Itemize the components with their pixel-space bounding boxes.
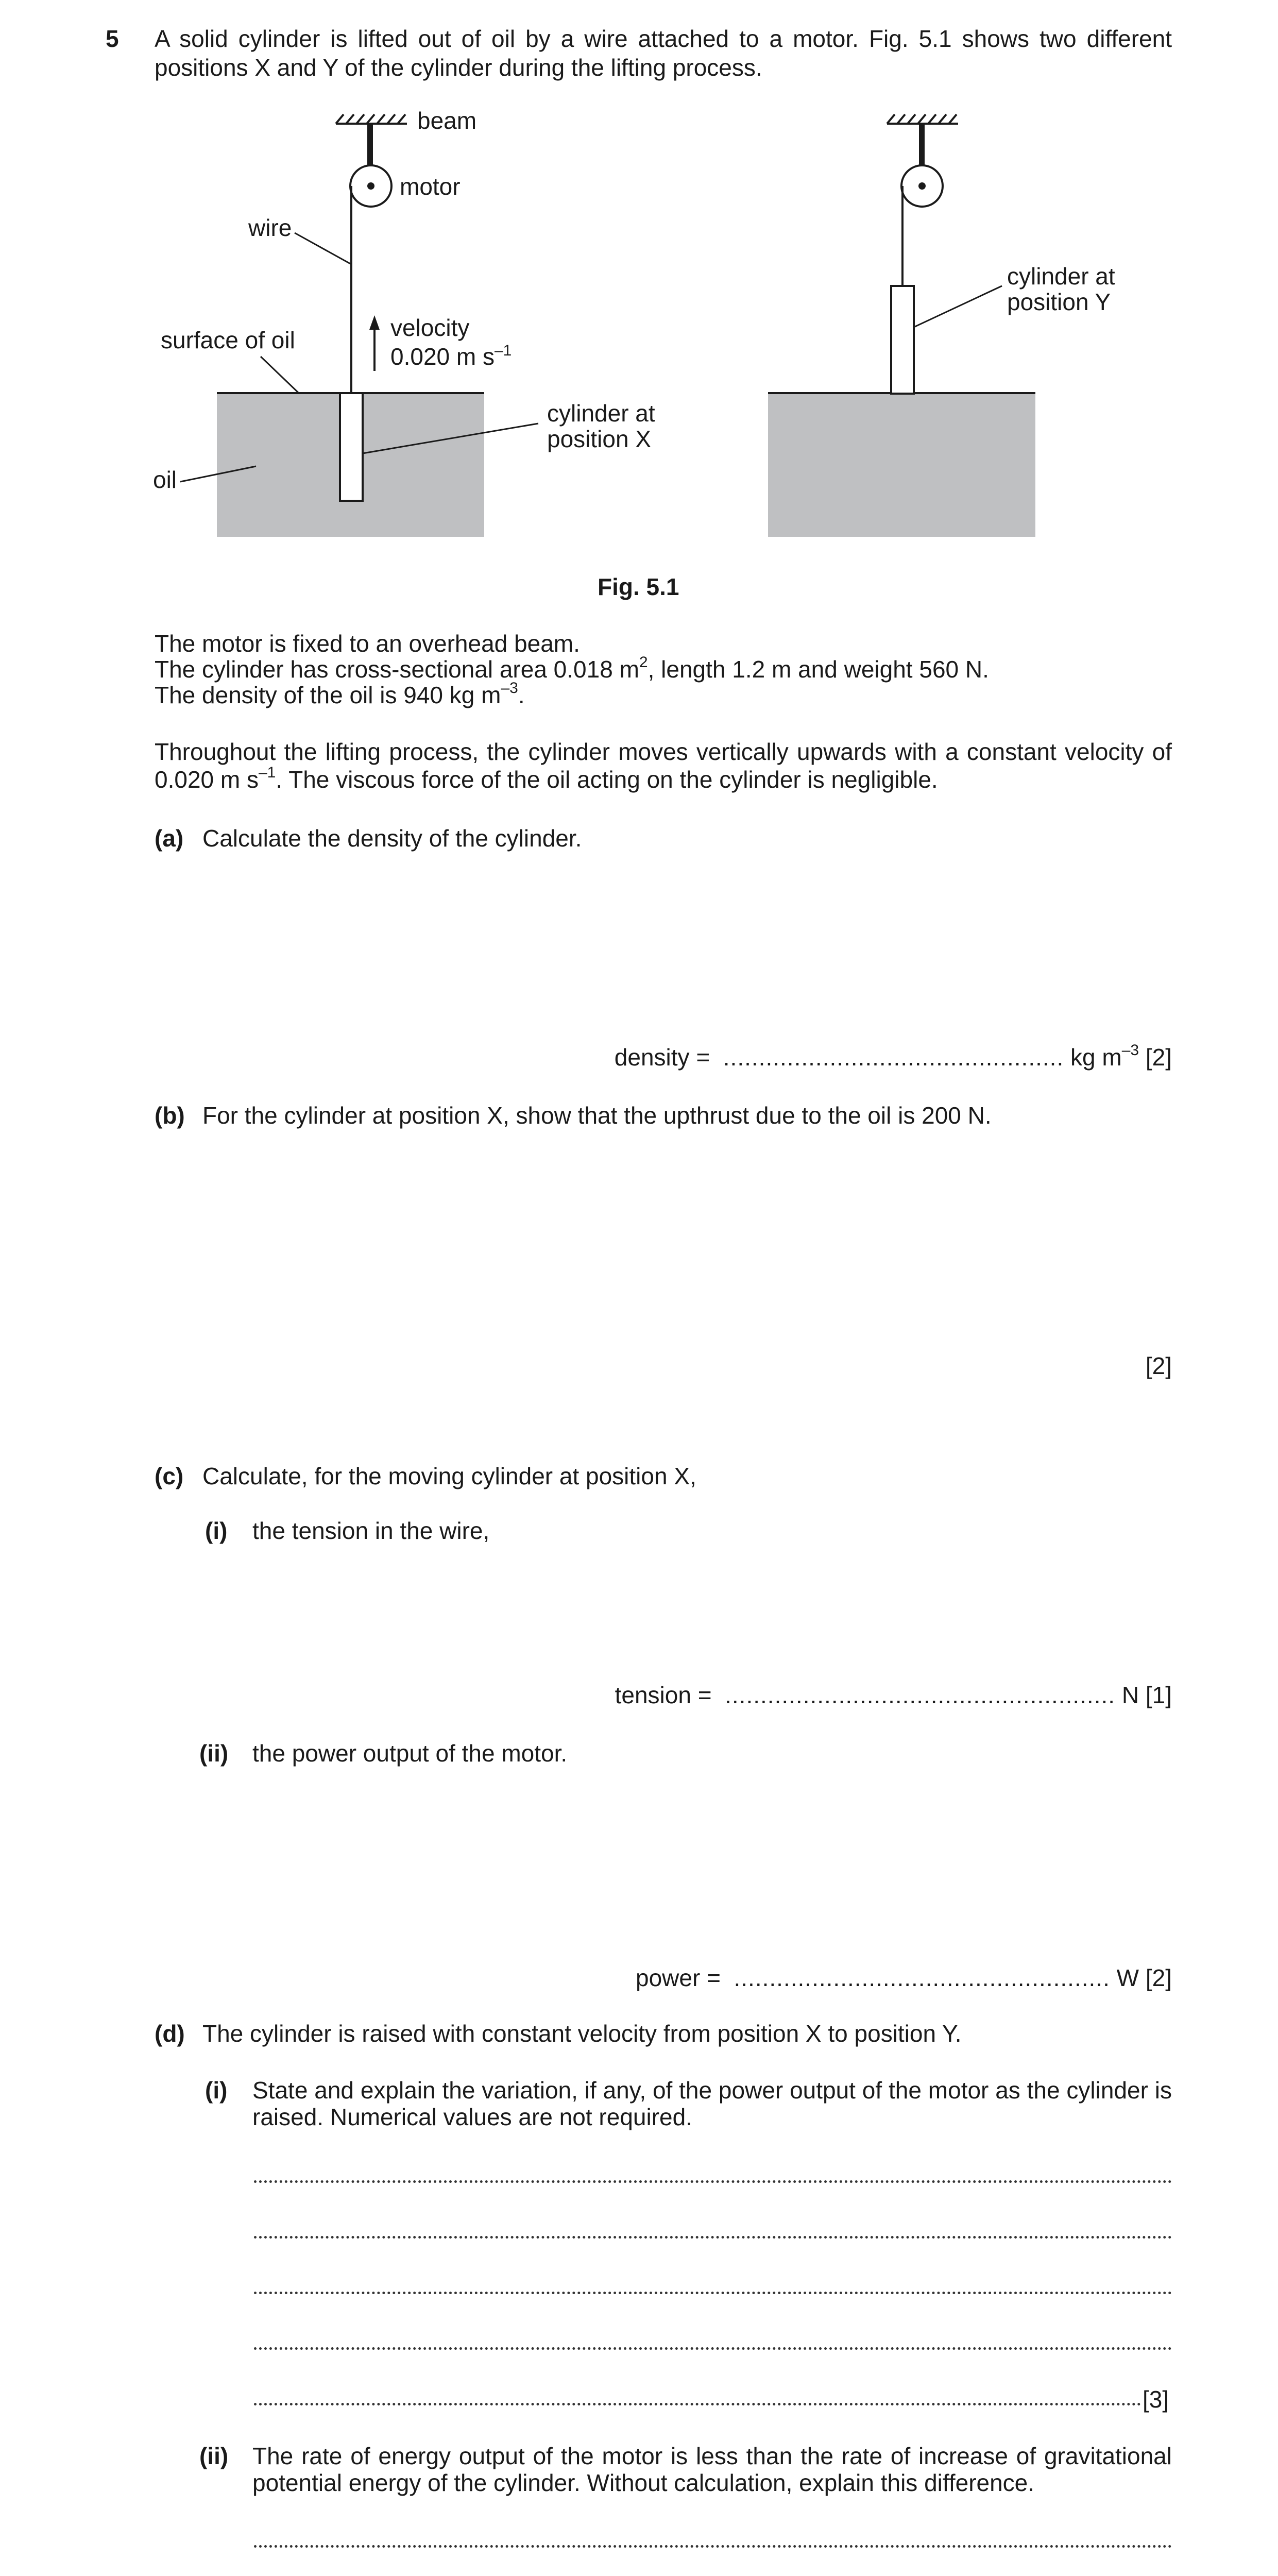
part-c-label: (c) bbox=[155, 1463, 184, 1489]
part-a-answer[interactable]: density = ................................................ kg $m^{-3}$ [2] bbox=[614, 1041, 1172, 1071]
info-line4: Throughout the lifting process, the cylinder moves vertically upwards with a constant velocity of bbox=[155, 738, 1172, 765]
cylinder-position-y bbox=[891, 286, 914, 394]
part-d-i-answer-line-2[interactable] bbox=[254, 2236, 1172, 2239]
question-intro-line1: A solid cylinder is lifted out of oil by a wire attached to a motor. Fig. 5.1 shows two different bbox=[155, 25, 1172, 52]
part-d-i-answer-line-3[interactable] bbox=[254, 2292, 1172, 2294]
part-c-ii-marks: [2] bbox=[1145, 1964, 1172, 1991]
part-d-i-text2: raised. Numerical values are not required. bbox=[252, 2104, 692, 2130]
part-d-label: (d) bbox=[155, 2020, 185, 2047]
info-line5: 0.020 m $s^{-1}$. The viscous force of the oil acting on the cylinder is negligible. bbox=[155, 764, 938, 793]
part-c-i-text: the tension in the wire, bbox=[252, 1517, 490, 1544]
figure-5-1 bbox=[0, 93, 1278, 649]
label-surface-of-oil: surface of oil bbox=[161, 327, 295, 353]
part-c-i-answer[interactable]: tension = ....................................................... N [1] bbox=[615, 1682, 1172, 1708]
label-cylinder-x-line1: cylinder at bbox=[547, 400, 655, 427]
part-d-ii-text1: The rate of energy output of the motor is less than the rate of increase of gravitational bbox=[252, 2443, 1172, 2469]
part-d-i-marks: [3] bbox=[1143, 2386, 1169, 2413]
label-beam: beam bbox=[417, 107, 477, 134]
part-a-marks: [2] bbox=[1145, 1044, 1172, 1071]
part-c-text: Calculate, for the moving cylinder at position X, bbox=[202, 1463, 696, 1489]
info-line2: The cylinder has cross-sectional area 0.018 $m^2$, length 1.2 m and weight 560 N. bbox=[155, 653, 989, 683]
info-line1: The motor is fixed to an overhead beam. bbox=[155, 630, 580, 657]
label-velocity: velocity bbox=[390, 314, 470, 341]
part-b-text: For the cylinder at position X, show that the upthrust due to the oil is 200 N. bbox=[202, 1102, 992, 1129]
part-d-text: The cylinder is raised with constant velocity from position X to position Y. bbox=[202, 2020, 962, 2047]
info-line3: The density of the oil is 940 kg $m^{-3}$. bbox=[155, 679, 525, 708]
part-c-ii-answer[interactable]: power = ..................................................... W [2] bbox=[636, 1964, 1172, 1991]
part-b-label: (b) bbox=[155, 1102, 185, 1129]
part-c-ii-text: the power output of the motor. bbox=[252, 1740, 568, 1767]
part-d-i-answer-line-5[interactable] bbox=[254, 2403, 1141, 2405]
part-a-label: (a) bbox=[155, 825, 184, 852]
label-wire: wire bbox=[248, 214, 292, 241]
part-d-i-label: (i) bbox=[205, 2077, 228, 2104]
part-d-i-answer-line-4[interactable] bbox=[254, 2347, 1172, 2350]
part-c-ii-label: (ii) bbox=[199, 1740, 229, 1767]
oil-tank-right bbox=[768, 393, 1035, 537]
beam-left-icon bbox=[336, 114, 407, 124]
label-velocity-value: 0.020 m $s^{-1}$ bbox=[390, 342, 512, 370]
part-c-i-label: (i) bbox=[205, 1517, 228, 1544]
label-cylinder-y-line1: cylinder at bbox=[1007, 263, 1115, 290]
part-d-ii-answer-line-1[interactable] bbox=[254, 2545, 1172, 2548]
figure-caption: Fig. 5.1 bbox=[598, 573, 679, 600]
label-cylinder-x-line2: position X bbox=[547, 426, 652, 452]
part-c-i-marks: [1] bbox=[1145, 1682, 1172, 1708]
part-d-i-text1: State and explain the variation, if any, of the power output of the motor as the cylinder is bbox=[252, 2077, 1172, 2104]
part-b-marks: [2] bbox=[1145, 1352, 1172, 1379]
part-a-text: Calculate the density of the cylinder. bbox=[202, 825, 582, 852]
label-oil: oil bbox=[153, 466, 177, 493]
motor-mount-left bbox=[367, 124, 373, 166]
part-d-ii-text2: potential energy of the cylinder. Without calculation, explain this difference. bbox=[252, 2469, 1035, 2496]
velocity-arrow-icon bbox=[369, 315, 380, 371]
cylinder-position-x bbox=[340, 393, 363, 501]
question-intro-line2: positions X and Y of the cylinder during the lifting process. bbox=[155, 54, 762, 81]
beam-right-icon bbox=[887, 114, 958, 124]
question-number: 5 bbox=[106, 25, 119, 52]
label-motor: motor bbox=[400, 173, 461, 200]
label-cylinder-y-line2: position Y bbox=[1007, 289, 1111, 315]
part-d-i-answer-line-1[interactable] bbox=[254, 2180, 1172, 2183]
motor-mount-right bbox=[919, 124, 925, 166]
part-d-ii-label: (ii) bbox=[199, 2443, 229, 2469]
